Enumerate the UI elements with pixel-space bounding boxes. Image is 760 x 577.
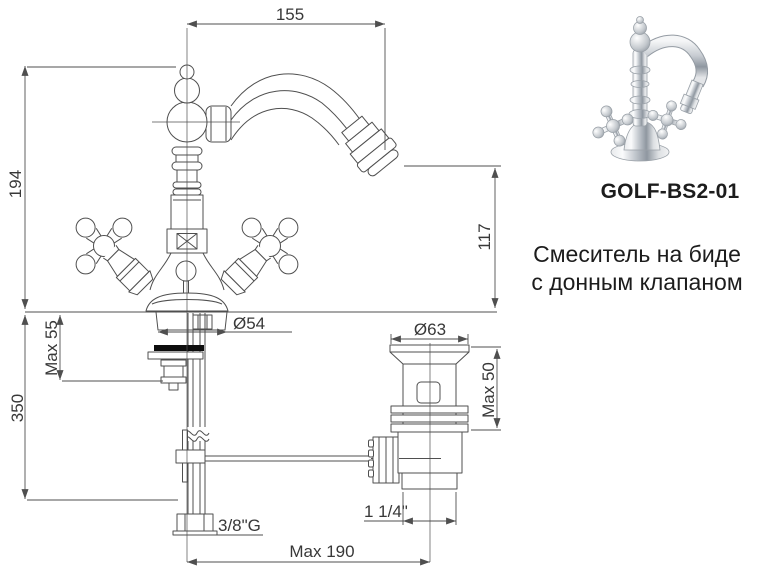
dimension-max-mounting-thickness [42, 315, 163, 381]
product-description [518, 240, 756, 296]
dimension-supply-thread [218, 516, 261, 535]
dim-label-117: 117 [475, 223, 494, 251]
product-description-line2: с донным клапаном [531, 269, 743, 295]
photo-faucet [585, 17, 705, 162]
photo-aerator [678, 79, 705, 115]
dim-label-max50: Max 50 [479, 362, 498, 418]
product-code: GOLF-BS2-01 [600, 180, 740, 203]
popup-knob [176, 261, 196, 281]
product-photo [582, 12, 732, 164]
cross-handle-left [54, 196, 170, 312]
dim-label-1-1-4: 1 1/4" [364, 502, 408, 521]
dim-label-d63: Ø63 [413, 320, 447, 339]
spout-joint [206, 106, 231, 142]
rod-clamp [176, 450, 205, 463]
supply-nut [177, 514, 213, 531]
dim-label-max190: Max 190 [289, 542, 355, 561]
dim-label-max55: Max 55 [42, 320, 61, 376]
product-description-line1: Смеситель на биде [533, 241, 741, 267]
dimension-spout-height [404, 166, 501, 308]
cross-handle-right [204, 196, 320, 312]
dim-label-3-8-g: 3/8"G [218, 516, 261, 535]
dimension-waste-max-thickness [471, 347, 501, 430]
dim-label-350: 350 [8, 393, 27, 423]
drain-valve-view [369, 345, 470, 489]
dim-label-194: 194 [6, 169, 25, 199]
drain-flange [390, 345, 469, 364]
dimension-waste-flange-diameter [391, 320, 468, 344]
dim-label-d54: Ø54 [233, 314, 266, 333]
dimension-max-rod-reach [187, 542, 430, 562]
drain-tailpipe [402, 473, 457, 489]
dimension-supply-length [8, 315, 178, 500]
supply-tubes [188, 313, 205, 514]
dim-label-155: 155 [275, 5, 305, 24]
dimension-waste-thread [364, 492, 456, 525]
horizontal-rod [205, 456, 371, 461]
spout-aerator [335, 111, 403, 181]
rubber-washer [154, 345, 204, 351]
